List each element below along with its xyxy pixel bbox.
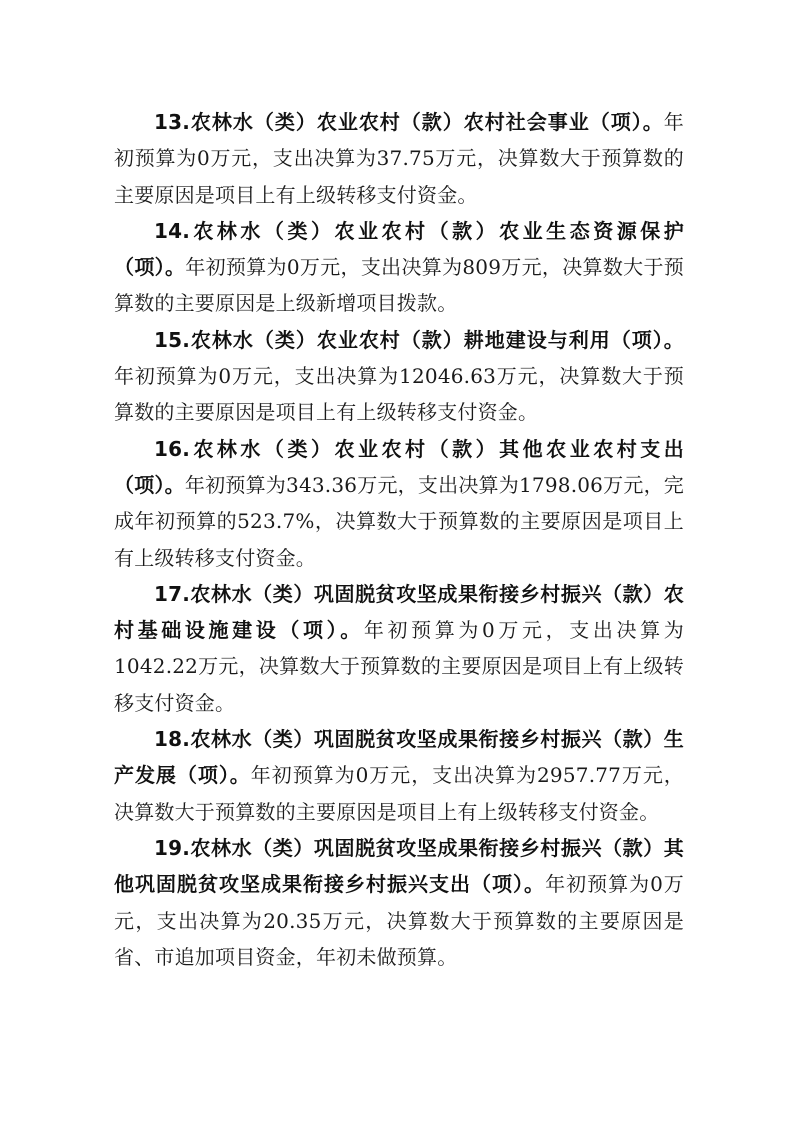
paragraph-15-heading: 15.农林水（类）农业农村（款）耕地建设与利用（项）。: [154, 327, 684, 352]
paragraph-16-heading: 16.农林水（类）农业农村（款）其他农业农村支出（项）。: [114, 436, 684, 497]
document-body: [114, 104, 684, 975]
paragraph-14-text: 年初预算为0万元，支出决算为809万元，决算数大于预算数的主要原因是上级新增项目拨款。: [114, 255, 684, 316]
paragraph-15: [114, 322, 684, 431]
paragraph-15-text: 年初预算为0万元，支出决算为12046.63万元，决算数大于预算数的主要原因是项目上有上级转移支付资金。: [114, 364, 684, 425]
paragraph-17: [114, 576, 684, 721]
paragraph-17-heading: 17.农林水（类）巩固脱贫攻坚成果衔接乡村振兴（款）农村基础设施建设（项）。: [114, 581, 684, 643]
paragraph-16-text: 年初预算为343.36万元，支出决算为1798.06万元，完成年初预算的523.7%，决算数大于预算数的主要原因是项目上有上级转移支付资金。: [114, 472, 685, 570]
paragraph-14: [114, 213, 684, 322]
paragraph-14-heading: 14.农林水（类）农业农村（款）农业生态资源保护（项）。: [114, 218, 684, 280]
paragraph-18: [114, 721, 684, 830]
paragraph-13-heading: 13.农林水（类）农业农村（款）农村社会事业（项）。: [154, 110, 664, 134]
paragraph-19-text: 年初预算为0万元，支出决算为20.35万元，决算数大于预算数的主要原因是省、市追加项目资金，年初未做预算。: [114, 872, 685, 969]
paragraph-13: [114, 104, 684, 213]
paragraph-13-text: 年初预算为0万元，支出决算为37.75万元，决算数大于预算数的主要原因是项目上有上级转移支付资金。: [114, 110, 684, 207]
paragraph-19: [114, 830, 684, 975]
paragraph-18-heading: 18.农林水（类）巩固脱贫攻坚成果衔接乡村振兴（款）生产发展（项）。: [114, 727, 684, 788]
paragraph-19-heading: 19.农林水（类）巩固脱贫攻坚成果衔接乡村振兴（款）其他巩固脱贫攻坚成果衔接乡村振兴支出（项）。: [114, 835, 684, 897]
paragraph-17-text: 年初预算为0万元，支出决算为1042.22万元，决算数大于预算数的主要原因是项目上有上级转移支付资金。: [114, 618, 684, 715]
paragraph-18-text: 年初预算为0万元，支出决算为2957.77万元，决算数大于预算数的主要原因是项目上有上级转移支付资金。: [114, 763, 684, 824]
paragraph-16: [114, 431, 684, 576]
